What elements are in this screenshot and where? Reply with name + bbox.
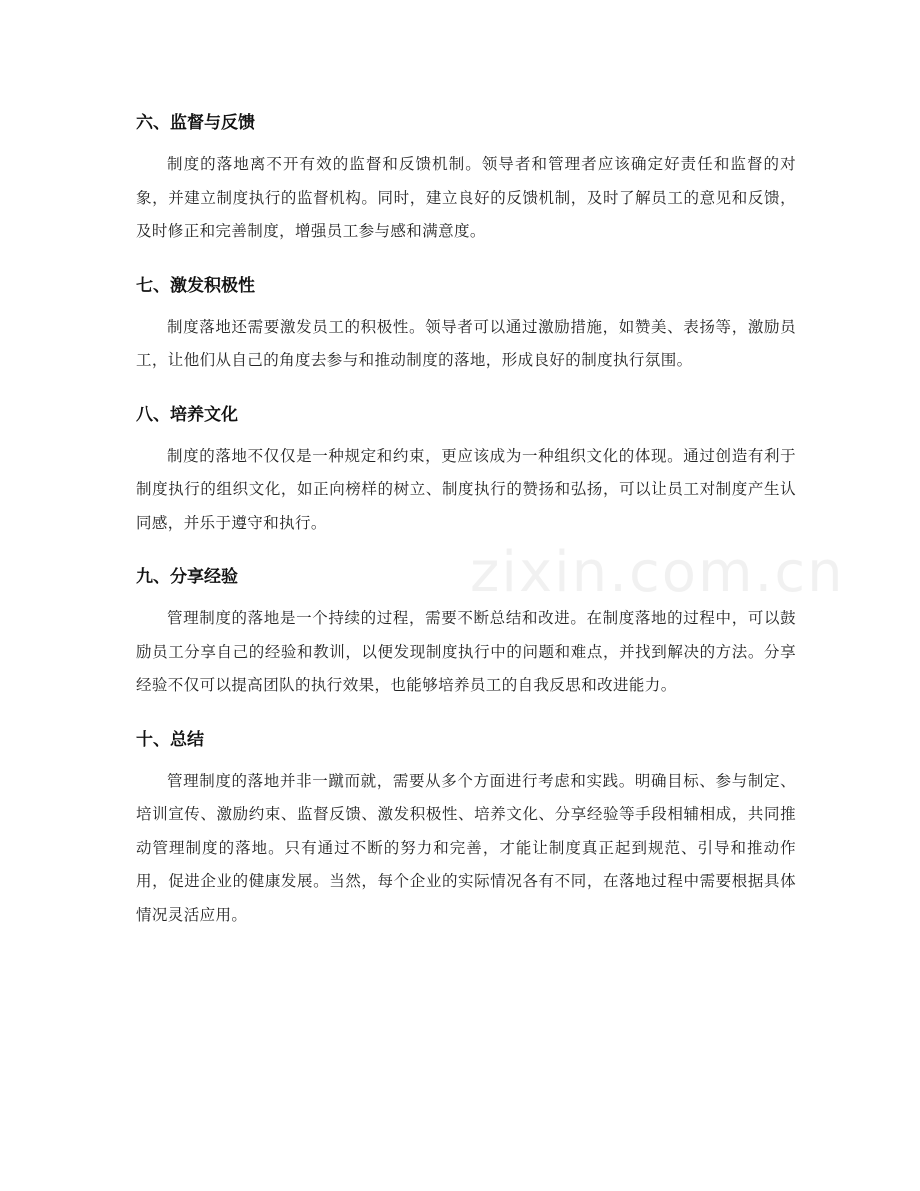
- section-paragraph: 制度的落地离不开有效的监督和反馈机制。领导者和管理者应该确定好责任和监督的对象，并建立制度执行的监督机构。同时，建立良好的反馈机制，及时了解员工的意见和反馈，及时修正和完善制度，增强员工参与感和满意度。: [136, 155, 796, 240]
- section-paragraph: 管理制度的落地并非一蹴而就，需要从多个方面进行考虑和实践。明确目标、参与制定、培训宣传、激励约束、监督反馈、激发积极性、培养文化、分享经验等手段相辅相成，共同推动管理制度的落地。只有通过不断的努力和完善，才能让制度真正起到规范、引导和推动作用，促进企业的健康发展。当然，每个企业的实际情况各有不同，在落地过程中需要根据具体情况灵活应用。: [136, 771, 796, 924]
- section-heading: 八、培养文化: [136, 404, 238, 425]
- section-heading: 六、监督与反馈: [136, 113, 255, 133]
- section-heading: 七、激发积极性: [136, 275, 255, 296]
- watermark: zixin.com.cn: [470, 540, 845, 605]
- section-summary: [136, 715, 796, 933]
- section-paragraph: 制度的落地不仅仅是一种规定和约束，更应该成为一种组织文化的体现。通过创造有利于制度执行的组织文化，如正向榜样的树立、制度执行的赞扬和弘扬，可以让员工对制度产生认同感，并乐于遵守和执行。: [136, 446, 796, 532]
- section-paragraph: 制度落地还需要激发员工的积极性。领导者可以通过激励措施，如赞美、表扬等，激励员工，让他们从自己的角度去参与和推动制度的落地，形成良好的制度执行氛围。: [136, 317, 796, 369]
- section-heading: 九、分享经验: [136, 567, 238, 587]
- section-motivation: [136, 261, 796, 378]
- section-heading: 十、总结: [136, 729, 204, 750]
- section-culture: [136, 390, 796, 541]
- document-body: [136, 98, 796, 944]
- section-paragraph: 管理制度的落地是一个持续的过程，需要不断总结和改进。在制度落地的过程中，可以鼓励员工分享自己的经验和教训，以便发现制度执行中的问题和难点，并找到解决的方法。分享经验不仅可以提高团队的执行效果，也能够培养员工的自我反思和改进能力。: [136, 609, 796, 694]
- section-supervision: [136, 98, 796, 249]
